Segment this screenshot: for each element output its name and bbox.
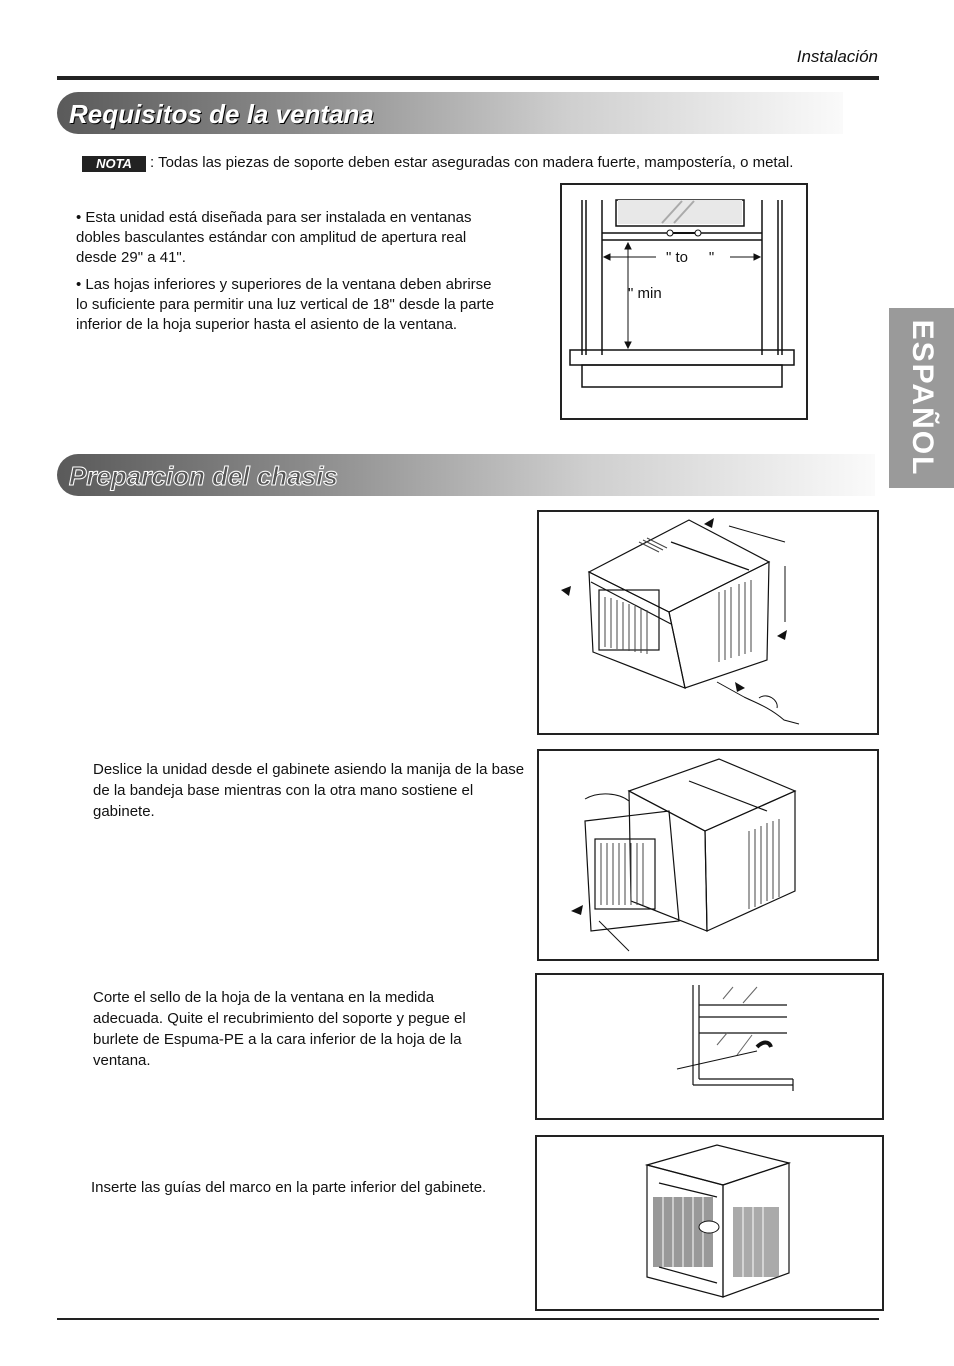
note-text: : Todas las piezas de soporte deben estar aseguradas con madera fuerte, mampostería, o metal. xyxy=(150,154,794,171)
section-banner-window-requirements xyxy=(57,92,843,134)
window-width-label: " to " xyxy=(666,249,715,266)
window-height-label: " min xyxy=(628,285,662,302)
step2-text: Deslice la unidad desde el gabinete asiendo la manija de la base de la bandeja base mientras con la otra mano sostiene el gabinete. xyxy=(93,761,525,820)
bullet-window-width: • Esta unidad está diseñada para ser instalada en ventanas dobles basculantes estándar con amplitud de apertura real desde 29" a 41". xyxy=(76,209,472,266)
remove-screws-diagram xyxy=(539,512,877,733)
top-rule xyxy=(57,76,879,80)
note-badge: NOTA xyxy=(82,156,146,172)
section-title: Requisitos de la ventana xyxy=(69,99,374,129)
page-section-header: Instalación xyxy=(796,47,878,66)
language-tab-label: ESPAÑOL xyxy=(905,319,939,477)
step4-text: Inserte las guías del marco en la parte inferior del gabinete. xyxy=(91,1179,487,1196)
step2-figure xyxy=(537,749,879,961)
bullet-window-clearance: • Las hojas inferiores y superiores de la ventana deben abrirse lo suficiente para permitir una luz vertical de 18" desde la parte inferior de la hoja superior hasta el asiento de la ventana. xyxy=(76,276,495,333)
slide-unit-diagram xyxy=(539,751,877,959)
window-seal-diagram xyxy=(537,975,882,1118)
window-figure xyxy=(560,183,808,420)
window-diagram xyxy=(562,185,806,418)
step4-figure xyxy=(535,1135,884,1311)
step3-figure xyxy=(535,973,884,1120)
step1-figure xyxy=(537,510,879,735)
language-tab xyxy=(889,308,954,488)
section-banner-chassis-prep xyxy=(57,454,875,496)
frame-guides-diagram xyxy=(537,1137,882,1309)
step3-text: Corte el sello de la hoja de la ventana en la medida adecuada. Quite el recubrimiento del soporte y pegue el burlete de Espuma-PE a la cara inferior de la hoja de la ventana. xyxy=(93,989,466,1069)
bottom-rule xyxy=(57,1318,879,1320)
section-title: Preparcion del chasis xyxy=(69,461,338,491)
